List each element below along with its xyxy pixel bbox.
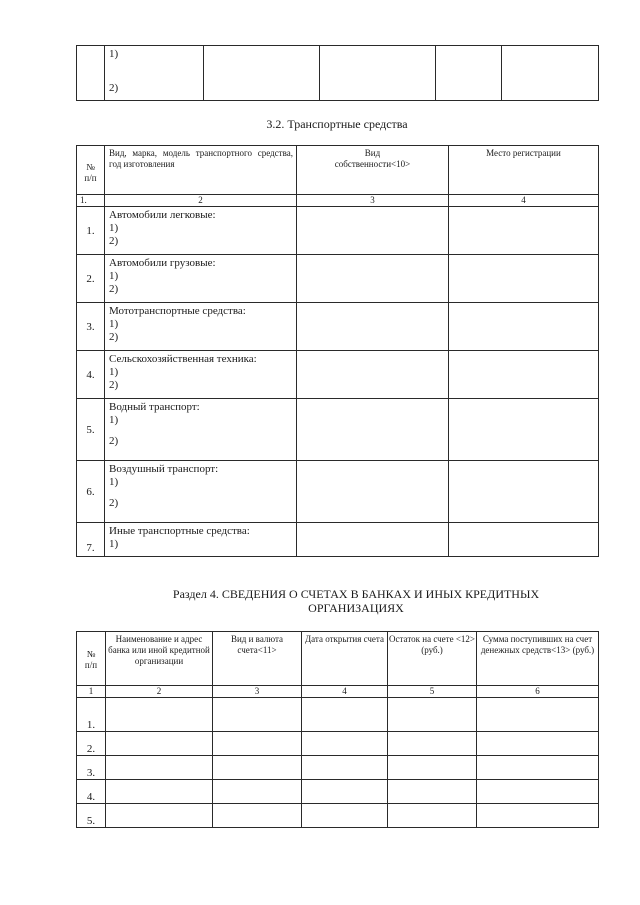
header-incoming-sum: Сумма поступивших на счет денежных средств<13> (руб.) — [477, 632, 599, 686]
table-row: 5. Водный транспорт: 1) 2) — [77, 399, 599, 461]
bank-accounts-table: № п/п Наименование и адрес банка или иной кредитной организации Вид и валюта счета<11> Дата открытия счета Остаток на счете <12> (руб.) Сумма поступивших на счет денежных средств<13> (руб.) 1 2 3 4 5 6 1. 2. 3. 4. 5. — [76, 631, 599, 828]
header-num: № п/п — [77, 632, 106, 686]
table-row: 2. Автомобили грузовые: 1) 2) — [77, 255, 599, 303]
header-ownership: Вид собственности<10> — [297, 146, 449, 195]
table-row: 5. — [77, 804, 599, 828]
table-row: 1. Автомобили легковые: 1) 2) — [77, 207, 599, 255]
section-3-2-title: 3.2. Транспортные средства — [266, 117, 408, 131]
table-row: 4. Сельскохозяйственная техника: 1) 2) — [77, 351, 599, 399]
header-open-date: Дата открытия счета — [302, 632, 388, 686]
header-bank-name: Наименование и адрес банка или иной кредитной организации — [106, 632, 213, 686]
fragment-items: 1) 2) — [105, 46, 204, 101]
table-row: 6. Воздушный транспорт: 1) 2) — [77, 461, 599, 523]
header-account-type: Вид и валюта счета<11> — [213, 632, 302, 686]
previous-table-fragment — [76, 45, 599, 101]
section-4-title: Раздел 4. СВЕДЕНИЯ О СЧЕТАХ В БАНКАХ И ИНЫХ КРЕДИТНЫХ ОРГАНИЗАЦИЯХ — [172, 587, 540, 615]
header-num: № п/п — [77, 146, 105, 195]
table-row: 7. Иные транспортные средства: 1) — [77, 523, 599, 557]
header-vehicle: Вид, марка, модель транспортного средства, год изготовления — [105, 146, 297, 195]
header-registration: Место регистрации — [449, 146, 599, 195]
transport-table: № п/п Вид, марка, модель транспортного средства, год изготовления Вид собственности<10> Место регистрации 1. 2 3 4 1. Автомобили легковые: 1) 2) 2. Автомобили грузовые: 1) 2) 3. Мототранспортные средства: 1) 2) 4. Сельскохозяйственная техника: 1) 2) 5. Водный транспорт: 1) 2) 6. Воздушный транспорт: 1) 2) 7. Иные транспортные средства: 1) — [76, 145, 599, 557]
header-balance: Остаток на счете <12> (руб.) — [388, 632, 477, 686]
table-row: 2. — [77, 732, 599, 756]
table-row: 4. — [77, 780, 599, 804]
table-row: 3. Мототранспортные средства: 1) 2) — [77, 303, 599, 351]
table-row: 1. — [77, 698, 599, 732]
table-row: 3. — [77, 756, 599, 780]
